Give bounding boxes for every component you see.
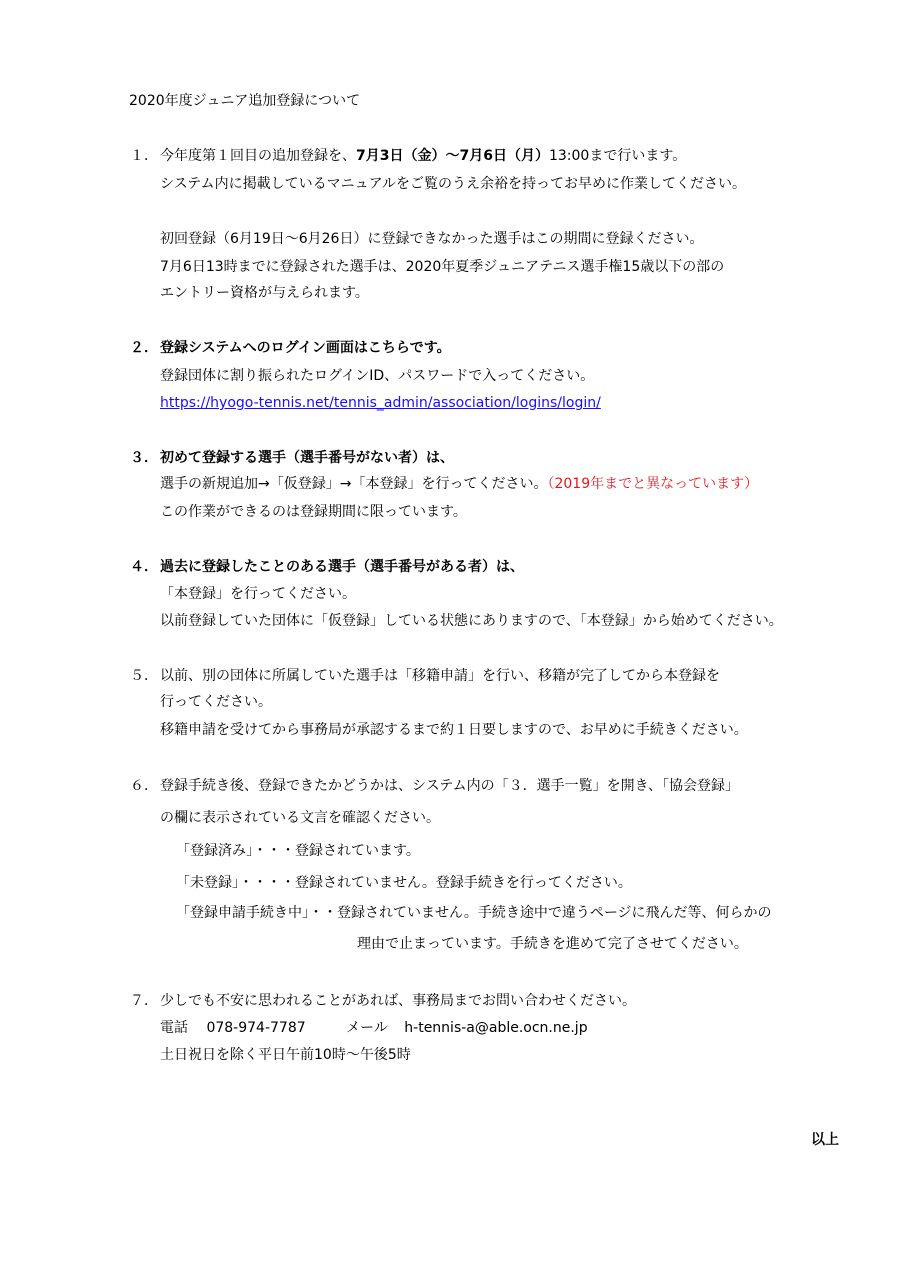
section-6-number: ６． bbox=[130, 778, 158, 794]
status-unregistered: 「未登録」・・・・登録されていません。登録手続きを行ってください。 bbox=[176, 875, 632, 891]
section-1-line-4: 7月6日13時までに登録された選手は、2020年夏季ジュニアテニス選手権15歳以下の部の bbox=[160, 259, 725, 275]
mail-address: h-tennis-a@able.ocn.ne.jp bbox=[404, 1020, 588, 1036]
section-5-line-3: 移籍申請を受けてから事務局が承認するまで約１日要しますので、お早めに手続きください。 bbox=[160, 722, 748, 738]
status-pending: 「登録申請手続き中」・・登録されていません。手続き途中で違うページに飛んだ等、何らかの bbox=[176, 905, 772, 921]
section-7-number: ７． bbox=[130, 993, 158, 1009]
section-6-line-1: 登録手続き後、登録できたかどうかは、システム内の「３．選手一覧」を開き、「協会登録」 bbox=[160, 778, 740, 794]
section-4-line-3: 以前登録していた団体に「仮登録」している状態にありますので、「本登録」から始めてください。 bbox=[160, 613, 783, 629]
section-4-number: ４． bbox=[130, 559, 158, 575]
section-1-dates: 7月3日（金）～7月6日（月） bbox=[356, 148, 549, 164]
section-5-line-2: 行ってください。 bbox=[160, 694, 272, 710]
section-3-note: （2019年までと異なっています） bbox=[547, 476, 759, 492]
page-title: 2020年度ジュニア追加登録について bbox=[129, 93, 361, 109]
section-3-heading: 初めて登録する選手（選手番号がない者）は、 bbox=[160, 450, 454, 466]
section-3-line-2 bbox=[160, 474, 758, 494]
section-2-line-2: 登録団体に割り振られたログインID、パスワードで入ってください。 bbox=[160, 368, 595, 384]
section-5-line-1: 以前、別の団体に所属していた選手は「移籍申請」を行い、移籍が完了してから本登録を bbox=[160, 668, 720, 684]
section-2-number: ２． bbox=[130, 340, 158, 356]
section-2-heading: 登録システムへのログイン画面はこちらです。 bbox=[160, 340, 451, 356]
section-1-line-2: システム内に掲載しているマニュアルをご覧のうえ余裕を持ってお早めに作業してください。 bbox=[160, 176, 747, 192]
tel-label: 電話 bbox=[160, 1020, 188, 1036]
section-4-line-2: 「本登録」を行ってください。 bbox=[160, 586, 356, 602]
login-link-row bbox=[160, 393, 601, 413]
contact-row bbox=[160, 1018, 588, 1038]
section-1-line-3: 初回登録（6月19日～6月26日）に登録できなかった選手はこの期間に登録ください。 bbox=[160, 231, 704, 247]
closing-mark: 以上 bbox=[811, 1132, 839, 1148]
section-1-line-1 bbox=[160, 146, 686, 166]
section-1-post: 13:00まで行います。 bbox=[548, 148, 687, 164]
section-4-heading: 過去に登録したことのある選手（選手番号がある者）は、 bbox=[160, 559, 524, 575]
status-registered: 「登録済み」・・・登録されています。 bbox=[176, 843, 420, 859]
section-6-line-2: の欄に表示されている文言を確認ください。 bbox=[160, 810, 440, 826]
section-1-line-5: エントリー資格が与えられます。 bbox=[160, 285, 369, 301]
tel-number: 078-974-7787 bbox=[206, 1020, 306, 1036]
login-link[interactable]: https://hyogo-tennis.net/tennis_admin/association/logins/login/ bbox=[160, 395, 601, 411]
section-3-number: ３． bbox=[130, 450, 158, 466]
section-3-steps: 選手の新規追加→「仮登録」→「本登録」を行ってください。 bbox=[160, 476, 548, 492]
office-hours: 土日祝日を除く平日午前10時～午後5時 bbox=[160, 1047, 411, 1063]
status-pending-cont: 理由で止まっています。手続きを進めて完了させてください。 bbox=[357, 936, 748, 952]
section-5-number: ５． bbox=[130, 668, 158, 684]
mail-label: メール bbox=[346, 1020, 388, 1036]
section-7-line-1: 少しでも不安に思われることがあれば、事務局までお問い合わせください。 bbox=[160, 993, 636, 1009]
section-1-number: １． bbox=[130, 148, 158, 164]
section-3-line-3: この作業ができるのは登録期間に限っています。 bbox=[160, 504, 467, 520]
section-1-pre: 今年度第１回目の追加登録を、 bbox=[160, 148, 356, 164]
